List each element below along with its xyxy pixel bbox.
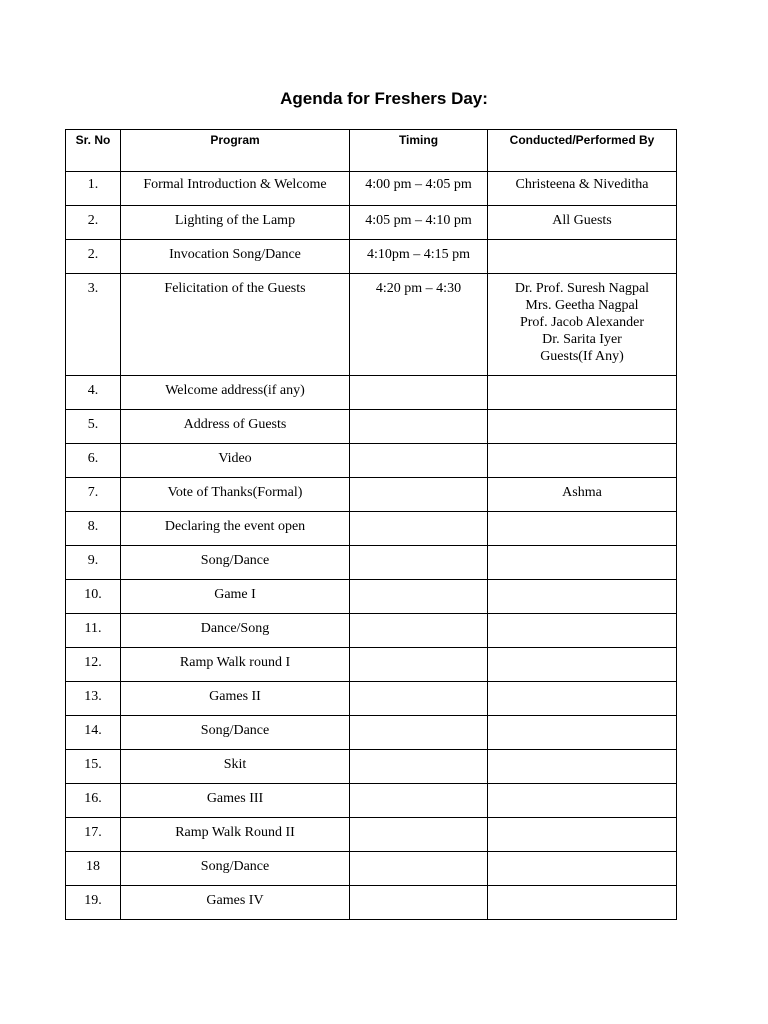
cell-conducted-by <box>488 784 677 818</box>
cell-conducted-by <box>488 648 677 682</box>
table-row <box>66 274 677 376</box>
cell-conducted-by <box>488 716 677 750</box>
cell-timing <box>350 546 488 580</box>
header-row <box>66 130 677 172</box>
cell-timing <box>350 682 488 716</box>
cell-timing <box>350 478 488 512</box>
header-sr-no: Sr. No <box>66 130 121 172</box>
table-row <box>66 682 677 716</box>
cell-timing: 4:10pm – 4:15 pm <box>350 240 488 274</box>
cell-program: Song/Dance <box>121 716 350 750</box>
table-row <box>66 512 677 546</box>
cell-sr-no: 1. <box>66 172 121 206</box>
table-row <box>66 546 677 580</box>
cell-conducted-by <box>488 512 677 546</box>
cell-timing <box>350 580 488 614</box>
cell-sr-no: 12. <box>66 648 121 682</box>
cell-program: Games II <box>121 682 350 716</box>
cell-program: Declaring the event open <box>121 512 350 546</box>
cell-sr-no: 13. <box>66 682 121 716</box>
table-row <box>66 886 677 920</box>
cell-timing: 4:00 pm – 4:05 pm <box>350 172 488 206</box>
performer-name: Christeena & Niveditha <box>515 177 649 192</box>
cell-conducted-by <box>488 478 677 512</box>
cell-program: Invocation Song/Dance <box>121 240 350 274</box>
cell-timing <box>350 852 488 886</box>
cell-conducted-by <box>488 546 677 580</box>
cell-conducted-by <box>488 274 677 376</box>
cell-sr-no: 6. <box>66 444 121 478</box>
table-row <box>66 478 677 512</box>
cell-conducted-by <box>488 886 677 920</box>
table-row <box>66 818 677 852</box>
table-row <box>66 784 677 818</box>
cell-sr-no: 7. <box>66 478 121 512</box>
performer-name: Prof. Jacob Alexander <box>519 315 645 330</box>
performer-name: Dr. Prof. Suresh Nagpal <box>514 281 650 296</box>
cell-conducted-by <box>488 172 677 206</box>
agenda-table <box>65 129 677 920</box>
cell-program: Skit <box>121 750 350 784</box>
cell-program: Song/Dance <box>121 852 350 886</box>
cell-sr-no: 8. <box>66 512 121 546</box>
performer-name: Ashma <box>562 485 602 500</box>
header-timing: Timing <box>350 130 488 172</box>
cell-sr-no: 15. <box>66 750 121 784</box>
cell-program: Games IV <box>121 886 350 920</box>
cell-timing <box>350 750 488 784</box>
cell-program: Song/Dance <box>121 546 350 580</box>
cell-program: Lighting of the Lamp <box>121 206 350 240</box>
cell-sr-no: 4. <box>66 376 121 410</box>
cell-timing <box>350 818 488 852</box>
cell-conducted-by <box>488 852 677 886</box>
cell-program: Games III <box>121 784 350 818</box>
header-conducted-by: Conducted/Performed By <box>488 130 677 172</box>
cell-conducted-by <box>488 614 677 648</box>
cell-timing <box>350 410 488 444</box>
cell-timing <box>350 376 488 410</box>
cell-sr-no: 11. <box>66 614 121 648</box>
performer-name: Dr. Sarita Iyer <box>542 332 622 347</box>
cell-program: Video <box>121 444 350 478</box>
performer-name: Mrs. Geetha Nagpal <box>525 298 639 313</box>
cell-sr-no: 19. <box>66 886 121 920</box>
table-row <box>66 240 677 274</box>
cell-program: Ramp Walk round I <box>121 648 350 682</box>
table-row <box>66 376 677 410</box>
cell-timing: 4:20 pm – 4:30 <box>350 274 488 376</box>
performer-name: Guests(If Any) <box>540 349 624 364</box>
cell-sr-no: 9. <box>66 546 121 580</box>
cell-sr-no: 17. <box>66 818 121 852</box>
cell-program: Address of Guests <box>121 410 350 444</box>
table-row <box>66 206 677 240</box>
table-row <box>66 750 677 784</box>
table-row <box>66 580 677 614</box>
cell-sr-no: 5. <box>66 410 121 444</box>
cell-sr-no: 16. <box>66 784 121 818</box>
cell-program: Game I <box>121 580 350 614</box>
cell-conducted-by <box>488 444 677 478</box>
cell-conducted-by <box>488 240 677 274</box>
cell-program: Felicitation of the Guests <box>121 274 350 376</box>
cell-timing <box>350 784 488 818</box>
cell-timing <box>350 614 488 648</box>
cell-sr-no: 10. <box>66 580 121 614</box>
table-row <box>66 444 677 478</box>
cell-timing <box>350 648 488 682</box>
cell-conducted-by <box>488 818 677 852</box>
cell-timing <box>350 512 488 546</box>
cell-program: Ramp Walk Round II <box>121 818 350 852</box>
cell-conducted-by <box>488 580 677 614</box>
table-row <box>66 648 677 682</box>
header-program: Program <box>121 130 350 172</box>
cell-program: Welcome address(if any) <box>121 376 350 410</box>
cell-sr-no: 2. <box>66 206 121 240</box>
cell-sr-no: 3. <box>66 274 121 376</box>
page-title: Agenda for Freshers Day: <box>280 89 488 108</box>
cell-sr-no: 18 <box>66 852 121 886</box>
cell-timing <box>350 886 488 920</box>
cell-conducted-by <box>488 410 677 444</box>
cell-sr-no: 14. <box>66 716 121 750</box>
cell-conducted-by <box>488 376 677 410</box>
table-row <box>66 852 677 886</box>
cell-program: Formal Introduction & Welcome <box>121 172 350 206</box>
cell-program: Vote of Thanks(Formal) <box>121 478 350 512</box>
table-row <box>66 410 677 444</box>
table-row <box>66 614 677 648</box>
cell-conducted-by <box>488 206 677 240</box>
performer-name: All Guests <box>552 213 612 228</box>
cell-program: Dance/Song <box>121 614 350 648</box>
agenda-body <box>66 172 677 920</box>
cell-conducted-by <box>488 750 677 784</box>
cell-timing: 4:05 pm – 4:10 pm <box>350 206 488 240</box>
table-row <box>66 172 677 206</box>
table-row <box>66 716 677 750</box>
cell-timing <box>350 716 488 750</box>
cell-conducted-by <box>488 682 677 716</box>
cell-timing <box>350 444 488 478</box>
cell-sr-no: 2. <box>66 240 121 274</box>
